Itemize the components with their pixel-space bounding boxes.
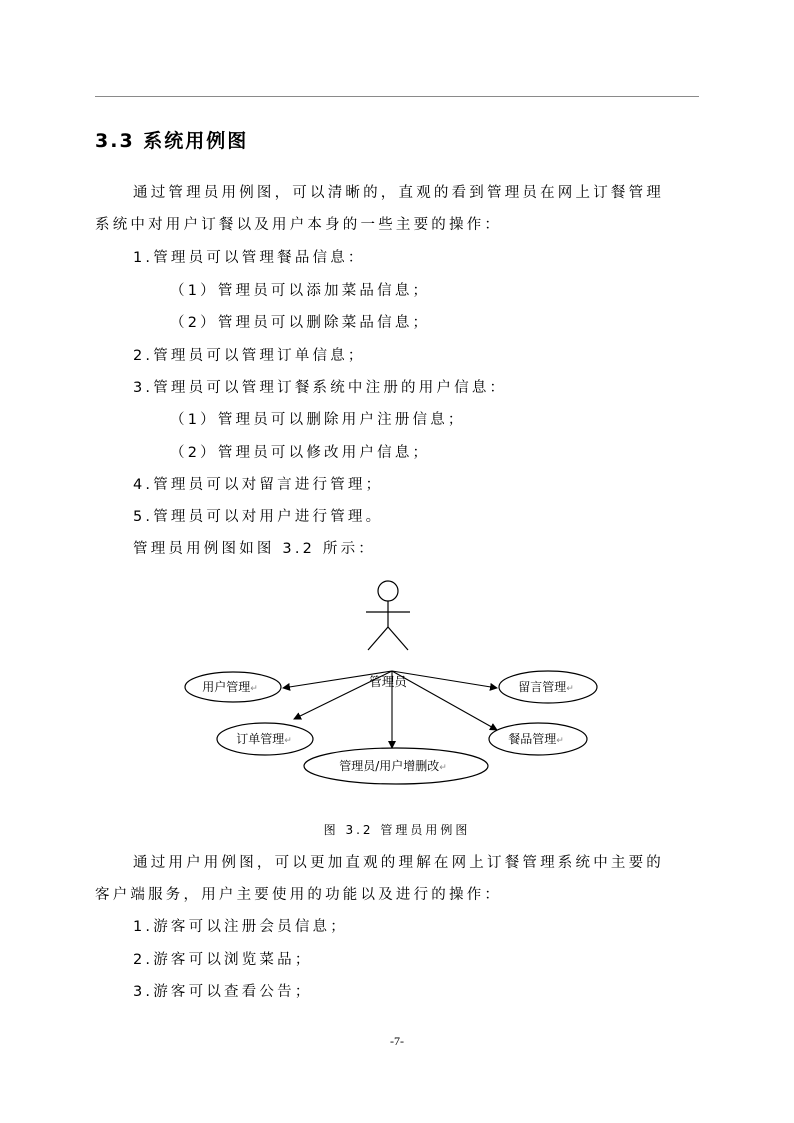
list-subitem: （2）管理员可以修改用户信息； [170, 445, 431, 461]
return-mark: ↵ [566, 684, 574, 694]
use-case-crud [304, 748, 488, 784]
header-rule [95, 96, 699, 97]
svg-text:餐品管理↵ [508, 731, 564, 746]
list-item: 1.游客可以注册会员信息； [133, 919, 348, 935]
paragraph-line: 通过用户用例图，可以更加直观的理解在网上订餐管理系统中主要的 [133, 855, 664, 871]
list-item: 2.管理员可以管理订单信息； [133, 348, 366, 364]
use-case-diagram [0, 570, 794, 795]
use-case-label: 管理员/用户增删改 [339, 759, 440, 773]
list-item: 5.管理员可以对用户进行管理。 [133, 509, 384, 525]
paragraph-line: 系统中对用户订餐以及用户本身的一些主要的操作： [95, 217, 503, 233]
use-case-label: 餐品管理 [508, 732, 557, 746]
use-case-label: 用户管理 [202, 680, 251, 694]
list-item: 3.管理员可以管理订餐系统中注册的用户信息： [133, 380, 508, 396]
list-subitem: （1）管理员可以删除用户注册信息； [170, 412, 466, 428]
svg-text:用户管理↵ [202, 679, 258, 694]
use-case-label: 订单管理 [236, 732, 285, 746]
list-item: 1.管理员可以管理餐品信息： [133, 250, 366, 266]
use-case-dish-mgmt [489, 723, 587, 755]
return-mark: ↵ [439, 763, 447, 773]
actor-figure [366, 581, 410, 650]
page-number: -7- [390, 1034, 404, 1048]
use-case-message-mgmt [499, 671, 597, 703]
actor-label: 管理员 [369, 674, 407, 689]
use-case-order-mgmt [217, 723, 313, 755]
section-heading: 3.3 系统用例图 [95, 130, 249, 152]
list-subitem: （2）管理员可以删除菜品信息； [170, 315, 431, 331]
svg-text:管理员/用户增删改↵ [339, 758, 447, 773]
list-item: 4.管理员可以对留言进行管理； [133, 477, 384, 493]
list-item: 3.游客可以查看公告； [133, 984, 313, 1000]
paragraph-line: 管理员用例图如图 3.2 所示： [133, 541, 376, 557]
return-mark: ↵ [556, 736, 564, 746]
use-case-label: 留言管理 [518, 680, 567, 694]
actor-head [378, 581, 398, 601]
svg-text:留言管理↵ [518, 679, 574, 694]
return-mark: ↵ [250, 684, 258, 694]
use-case-user-mgmt [185, 672, 281, 702]
list-item: 2.游客可以浏览菜品； [133, 952, 313, 968]
list-subitem: （1）管理员可以添加菜品信息； [170, 283, 431, 299]
paragraph-line: 通过管理员用例图，可以清晰的，直观的看到管理员在网上订餐管理 [133, 185, 664, 201]
paragraph-line: 客户端服务，用户主要使用的功能以及进行的操作： [95, 887, 503, 903]
figure-caption: 图 3.2 管理员用例图 [323, 823, 471, 837]
svg-text:订单管理↵ [236, 732, 292, 746]
return-mark: ↵ [284, 736, 292, 746]
